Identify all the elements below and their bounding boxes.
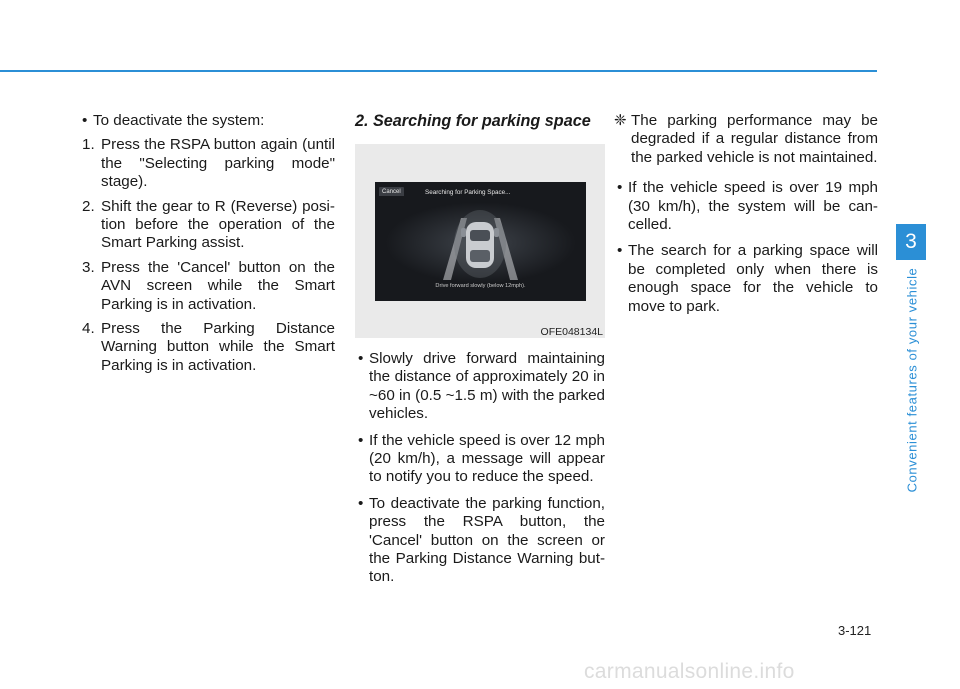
top-rule (0, 70, 877, 72)
column-2 (355, 111, 605, 595)
list-item (614, 242, 878, 316)
step-4 (82, 320, 335, 375)
list-item (355, 432, 605, 487)
step-text: Press the Parking Distance Warning button while the Smart Parking is in activation. (101, 320, 335, 374)
bullet-dot: • (82, 112, 88, 129)
section-title: 2. Searching for parking space (355, 112, 591, 130)
bullet-dot: • (358, 350, 364, 367)
figure-parking-search (355, 144, 605, 338)
bullet-dot: • (617, 179, 623, 197)
bullet-text: Slowly drive forward maintaining the distance of approximately 20 in ~60 in (0.5 ~1.5 m) with the parked vehicles. (369, 350, 605, 423)
step-3 (82, 259, 335, 314)
step-number: 1. (82, 136, 95, 154)
bullet-dot: • (358, 494, 364, 512)
avn-screen-image (375, 182, 586, 301)
deactivate-lead (82, 112, 335, 130)
note (614, 112, 878, 167)
chapter-tab: 3 (896, 224, 926, 260)
bullet-text: To deactivate the parking function, press the RSPA button, the 'Cancel' button on the screen or the Parking Distance Warning but-ton. (369, 494, 605, 586)
bullet-dot: • (617, 242, 623, 260)
step-number: 2. (82, 197, 95, 215)
watermark: carmanualsonline.info (584, 660, 795, 683)
list-item (355, 350, 605, 424)
page-number: 3-121 (838, 623, 872, 638)
step-number: 3. (82, 258, 95, 276)
note-mark-icon: ❈ (614, 112, 627, 129)
screen-title: Searching for Parking Space... (425, 189, 511, 196)
bullet-dot: • (358, 431, 364, 449)
figure-code: OFE048134L (540, 326, 603, 338)
step-text: Shift the gear to R (Reverse) posi-tion before the operation of the Smart Parking assist. (101, 197, 335, 252)
screen-message: Drive forward slowly (below 12mph). (435, 283, 526, 289)
column-1 (82, 112, 335, 375)
note-text: The parking performance may be degraded if a regular distance from the parked vehicle is not maintained. (631, 112, 878, 166)
bullet-text: If the vehicle speed is over 12 mph (20 km/h), a message will appear to notify you to reduce the speed. (369, 431, 605, 486)
list-item (614, 179, 878, 234)
step-2 (82, 198, 335, 253)
step-1 (82, 136, 335, 191)
step-text: Press the RSPA button again (until the "Selecting parking mode" stage). (101, 136, 335, 191)
bullet-text: If the vehicle speed is over 19 mph (30 km/h), the system will be can-celled. (628, 179, 878, 234)
screen-cancel-button: Cancel (379, 187, 404, 197)
step-number: 4. (82, 320, 95, 338)
bullet-text: The search for a parking space will be completed only when there is enough space for the vehicle to move to park. (628, 242, 878, 315)
chapter-label: Convenient features of your vehicle (904, 267, 920, 493)
step-text: Press the 'Cancel' button on the AVN screen while the Smart Parking is in activation. (101, 258, 335, 313)
list-item (355, 495, 605, 587)
deactivate-lead-text: To deactivate the system: (93, 112, 265, 129)
column-3 (614, 112, 878, 324)
